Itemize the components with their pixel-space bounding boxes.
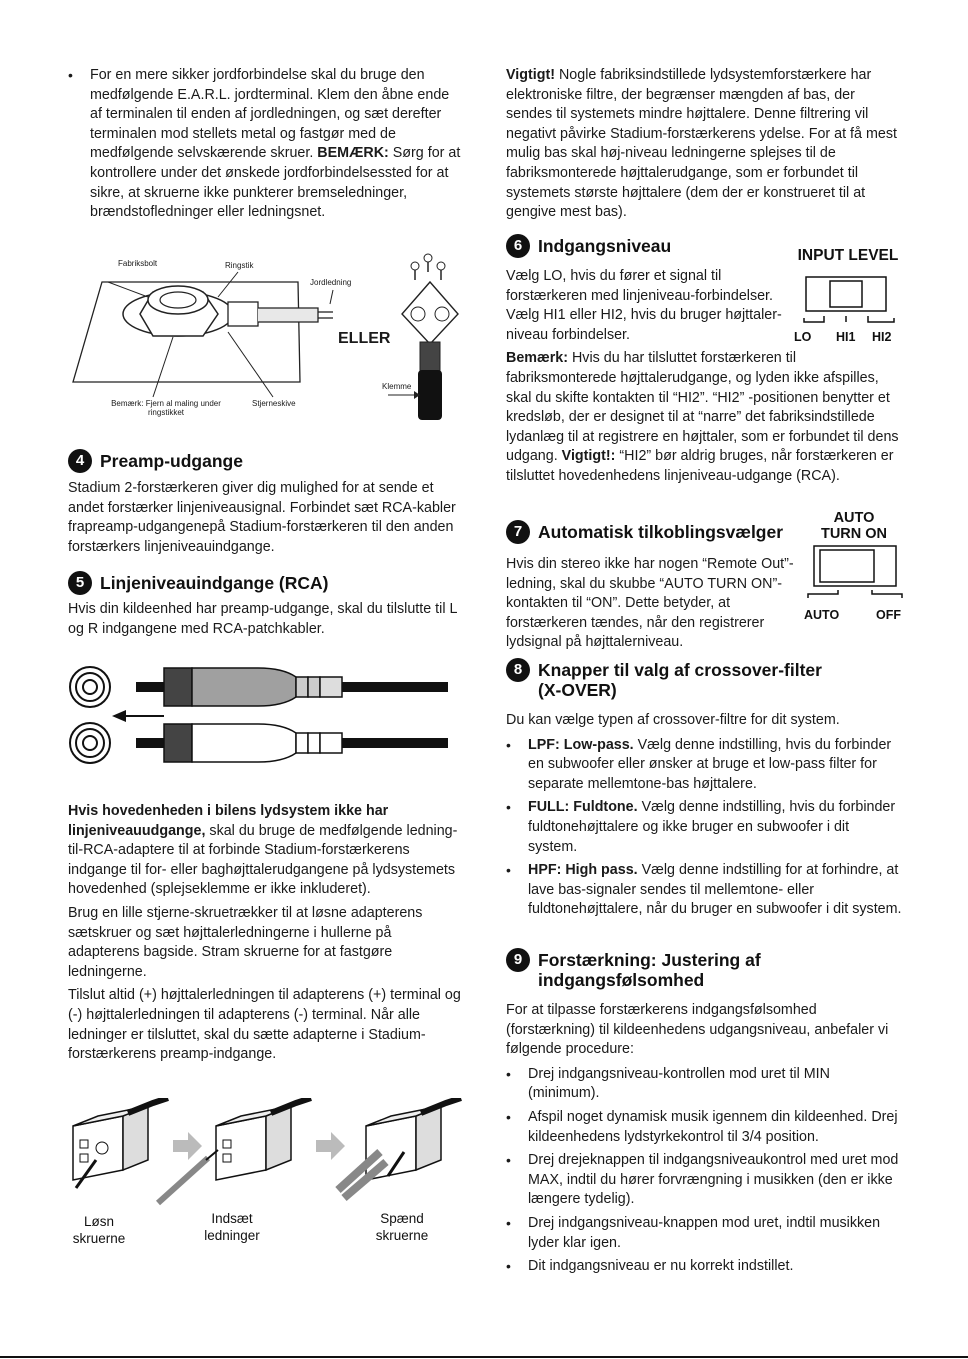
label-klemme: Klemme: [382, 382, 412, 391]
rca-figure: [68, 660, 463, 770]
section-4-number: 4: [68, 449, 92, 473]
important-label: Vigtigt!: [506, 67, 555, 83]
rca-plug-top-icon: [136, 668, 448, 706]
label-fabriksbolt: Fabriksbolt: [118, 259, 158, 268]
screws-icon: [411, 254, 445, 280]
earl-note-label: BEMÆRK:: [317, 145, 389, 162]
input-level-lo: LO: [794, 330, 812, 344]
earl-note-text: Sørg for at kontrollere under det ønskede jordforbindelsessted for at sikre, at skruerne ikke punkterer bremseledninger, brændstofledninger eller ledningsnet.: [90, 145, 461, 221]
section-6-body: Vælg LO, hvis du fører et signal til forstærkeren med linjeniveau-forbindelser. Vælg HI1 eller HI2, hvis du bruger højttaler-niveau forbindelser.: [506, 268, 782, 343]
crossover-list: [506, 736, 902, 920]
section-6-warn-label: Vigtigt!:: [561, 448, 616, 465]
adapter-steps-figure: [68, 1098, 463, 1248]
section-4: [68, 451, 463, 557]
arrow-left-icon: [112, 710, 164, 722]
gain-procedure-list: [506, 1065, 902, 1277]
section-9-heading: [506, 950, 902, 990]
list-item: • LPF: Low-pass. Vælg denne indstilling, hvis du forbinder en subwoofer eller ønsker at bruge et low-pass filter for separate mellemtone-bas højttalere.: [506, 736, 902, 795]
list-item: • Afspil noget dynamisk musik igennem din kildeenhed. Drej kildeenhedens lydstyrkekontrol til 3/4 position.: [506, 1108, 902, 1147]
list-item: • FULL: Fuldtone. Vælg denne indstilling, hvis du forbinder fuldtonehøjttalere og ikke bruger en subwoofer i dit system.: [506, 798, 902, 857]
section-9-title: Forstærkning: Justering af indgangsfølsomhed: [538, 950, 761, 990]
section-5-number: 5: [68, 571, 92, 595]
input-level-hi1: HI1: [836, 330, 856, 344]
list-item: • Drej indgangsniveau-knappen mod uret, indtil musikken lyder klar igen.: [506, 1214, 902, 1253]
section-5: [68, 573, 463, 639]
rca-plugs-drawing: [68, 660, 463, 770]
auto-turn-on-switch-figure: [804, 510, 904, 622]
section-6-note: Bemærk: Hvis du har tilsluttet forstærkeren til fabriksmonterede højttalerudgange, og lyden ikke afspilles, skal du skifte kontakten til “HI2”. “HI2” -positionen benytter et kredsløb, der er designet til at “narre” det fabriksindstillede lydanlæg til at registrere en højttaler, som er forbundet til dens udgang. Vigtigt!: “HI2” bør aldrig bruges, når forstærkeren er tilsluttet hovedenhedens linjeniveau-udgange (RCA).: [506, 350, 899, 484]
adapter-text: [68, 802, 463, 1065]
adapter-loosen-icon: [73, 1098, 168, 1188]
label-ringstik: Ringstik: [225, 261, 254, 270]
step-insert-caption: Indsæt ledninger: [204, 1211, 260, 1243]
adapter-p3: Tilslut altid (+) højttalerledningen til adapterens (+) terminal og (-) højttalerledningen til adapterens (-) terminal. Når alle ledninger er tilsluttet, skal du sætte adapterne i Stadium-forstærkerens preamp-indgange.: [68, 987, 461, 1063]
rca-jack-bottom-icon: [70, 723, 110, 763]
section-6-number: 6: [506, 234, 530, 258]
section-5-title: Linjeniveauindgange (RCA): [100, 573, 329, 593]
section-4-title: Preamp-udgange: [100, 451, 243, 471]
input-level-title: INPUT LEVEL: [797, 247, 899, 264]
bottom-rule: [0, 1356, 968, 1358]
section-8-number: 8: [506, 658, 530, 682]
adapter-p2: Brug en lille stjerne-skruetrækker til at løsne adapterens sætskruer og sæt højttalerledningerne i hullerne på adapterens bagside. Stram skruerne for at fastgøre ledningerne.: [68, 904, 423, 980]
label-note-paint: Bemærk: Fjern al maling under ringstikket: [111, 399, 221, 417]
important-paragraph: Vigtigt! Nogle fabriksindstillede lydsystemforstærkere har elektroniske filtre, der begrænser mængden af bas, der sendes til systemets mindre højttalere. Denne filtrering vil negativt påvirke Stadium-forstærkerens ydelse. For at få mest mulig bas skal høj-niveau ledningerne splejses til de fabriksmonterede højttalerudgange, som er forbundet til systemets største højttalere (dem der er konstrueret til at gengive mest bas).: [506, 67, 897, 221]
input-level-switch-figure: [794, 246, 904, 346]
section-9: [506, 950, 902, 1277]
section-6-title: Indgangsniveau: [538, 236, 672, 256]
auto-turn-on-off: OFF: [876, 608, 901, 622]
list-item: • Drej drejeknappen til indgangsniveaukontrol med uret mod MAX, indtil du hører forvrængning i musikken (den er ikke længere tydelig).: [506, 1151, 902, 1210]
section-5-body: Hvis din kildeenhed har preamp-udgange, skal du tilslutte til L og R indgangene med RCA-patchkabler.: [68, 601, 457, 637]
list-item: • Dit indgangsniveau er nu korrekt indstillet.: [506, 1257, 902, 1277]
section-8: [506, 660, 902, 920]
auto-turn-on-title-1: AUTO: [833, 510, 875, 526]
section-4-body: Stadium 2-forstærkeren giver dig mulighed for at sende et andet forstærker linjeniveausignal. Forbindet sæt RCA-kabler frapreamp-udgangenepå Stadium-forstærkeren til den anden forstærkers linjeniveauindgange.: [68, 480, 456, 555]
section-8-intro: Du kan vælge typen af crossover-filtre for dit system.: [506, 712, 840, 728]
earl-bullet-list: [68, 66, 463, 223]
section-9-intro: For at tilpasse forstærkerens indgangsfølsomhed (forstærkning) til kildeenhedens udgangsniveau, anbefaler vi følgende procedure:: [506, 1002, 889, 1058]
label-stjerneskive: Stjerneskive: [252, 399, 296, 408]
section-8-title: Knapper til valg af crossover-filter (X-OVER): [538, 660, 822, 700]
auto-turn-on-auto: AUTO: [804, 608, 840, 622]
section-9-number: 9: [506, 948, 530, 972]
auto-turn-on-switch[interactable]: [806, 544, 904, 604]
input-level-switch[interactable]: [802, 274, 898, 324]
step-tighten-caption: Spænd skruerne: [375, 1211, 429, 1243]
step-loosen-caption: Løsn skruerne: [72, 1214, 126, 1246]
ground-figure: [68, 252, 463, 427]
section-4-heading: [68, 451, 463, 473]
label-eller: ELLER: [338, 330, 391, 347]
section-8-heading: [506, 660, 902, 700]
section-7-body: Hvis din stereo ikke har nogen “Remote Out”-ledning, skal du skubbe “AUTO TURN ON”-kontakten til “ON”. Dette betyder, at forstærkeren tændes, når den registrerer lydsignal på højttalerniveau.: [506, 556, 794, 651]
adapter-tighten-icon: [338, 1098, 461, 1198]
adapter-steps-drawing: [68, 1098, 463, 1208]
label-jordledning: Jordledning: [310, 278, 352, 287]
list-item: • Drej indgangsniveau-kontrollen mod uret til MIN (minimum).: [506, 1065, 902, 1104]
list-item: • HPF: High pass. Vælg denne indstilling for at forhindre, at lave bas-signaler sendes til mellemtone- eller fuldtonehøjttalere, når du bruger en subwoofer i dit system.: [506, 861, 902, 920]
section-7-title: Automatisk tilkoblingsvælger: [538, 522, 784, 542]
input-level-hi2: HI2: [872, 330, 892, 344]
earl-bullet: • For en mere sikker jordforbindelse skal du bruge den medfølgende E.A.R.L. jordterminal. Klem den åbne ende af terminalen til enden af jordledningen, og sæt derefter terminalen mod stellets metal og fastgør med de medfølgende selvskærende skruer. BEMÆRK: Sørg for at kontrollere under det ønskede jordforbindelsessted for at sikre, at skruerne ikke punkterer bremseledninger, brændstofledninger eller ledningsnet.: [68, 66, 463, 223]
adapter-bold: Hvis hovedenheden i bilens lydsystem ikke har linjeniveauudgange,: [68, 803, 389, 839]
rca-jack-top-icon: [70, 667, 110, 707]
section-6-note-label: Bemærk:: [506, 350, 568, 367]
section-5-heading: [68, 573, 463, 595]
auto-turn-on-title-2: TURN ON: [820, 526, 888, 542]
adapter-p1: Hvis hovedenheden i bilens lydsystem ikke har linjeniveauudgange, skal du bruge de medfølgende ledning-til-RCA-adaptere til at forbinde Stadium-forstærkerens indgange til for- eller baghøjttalerudgangene på lydsystemets hovedenhed (splejseklemme er ikke inkluderet).: [68, 803, 458, 898]
section-7-number: 7: [506, 520, 530, 544]
rca-plug-bottom-icon: [136, 724, 448, 762]
